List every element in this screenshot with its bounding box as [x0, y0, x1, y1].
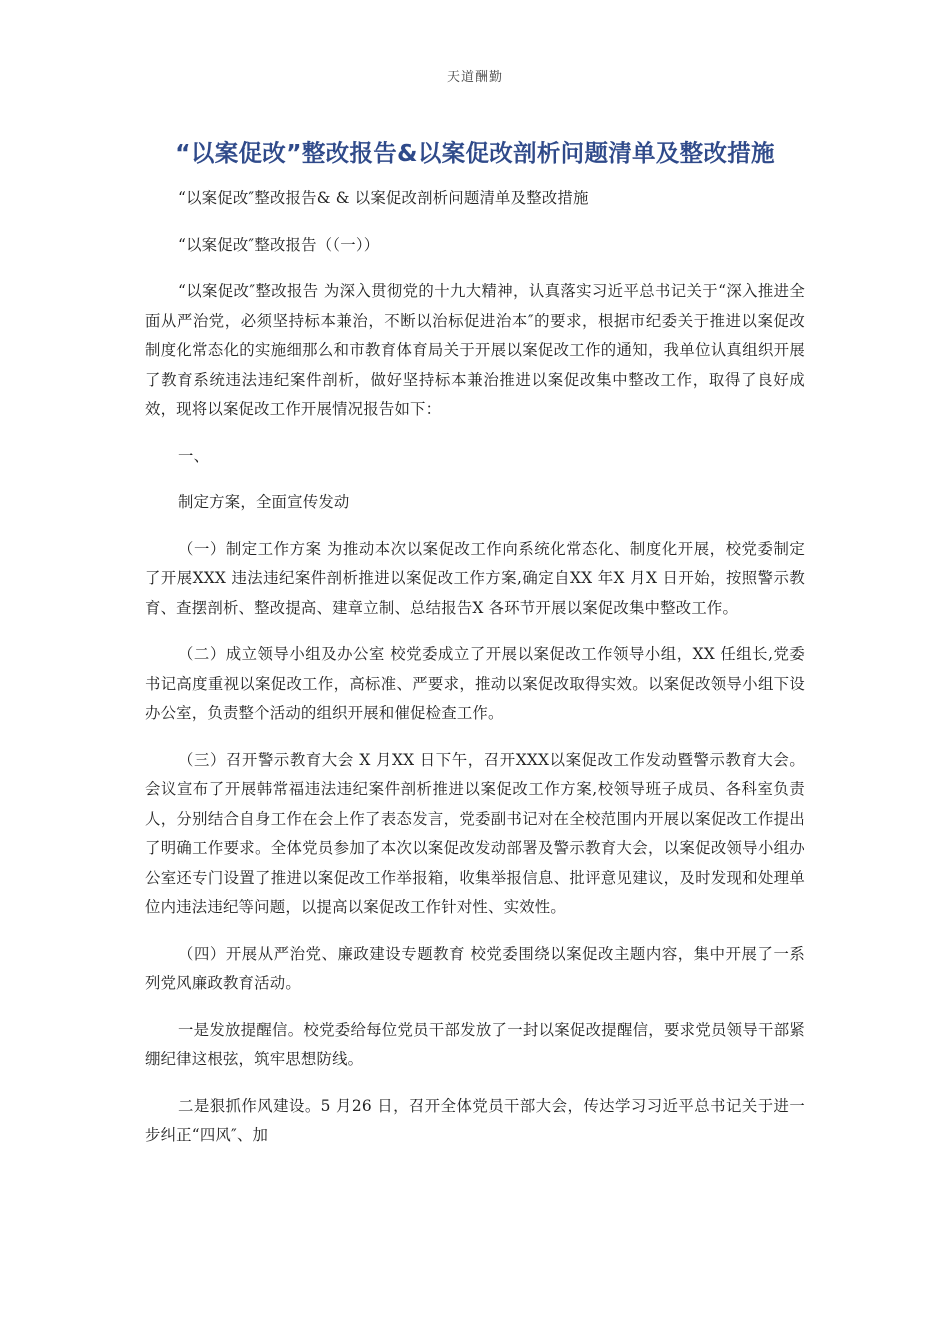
paragraph: “以案促改″整改报告 为深入贯彻党的十九大精神，认真落实习近平总书记关于“深入推进全面从严治党，必须坚持标本兼治，不断以治标促进治本″的要求，根据市纪委关于推进以案促改制度化常态化的实施细那么和市教育体育局关于开展以案促改工作的通知，我单位认真组织开展了教育系统违法违纪案件剖析，做好坚持标本兼治推进以案促改集中整改工作，取得了良好成效，现将以案促改工作开展情况报告如下： — [145, 282, 805, 418]
section-number: 一、 — [178, 446, 210, 465]
document-body — [145, 184, 805, 1168]
paragraph: “以案促改″整改报告& & 以案促改剖析问题清单及整改措施 — [178, 189, 589, 207]
paragraph: （四）开展从严治党、廉政建设专题教育 校党委围绕以案促改主题内容，集中开展了一系列党风廉政教育活动。 — [145, 944, 805, 992]
paragraph: 一是发放提醒信。校党委给每位党员干部发放了一封以案促改提醒信，要求党员领导干部紧绷纪律这根弦，筑牢思想防线。 — [145, 1020, 805, 1068]
paragraph: （一）制定工作方案 为推动本次以案促改工作向系统化常态化、制度化开展，校党委制定了开展XXX 违法违纪案件剖析推进以案促改工作方案,确定自XX 年X 月X 日开始，按照警示教育、查摆剖析、整改提高、建章立制、总结报告X 各环节开展以案促改集中整改工作。 — [145, 539, 805, 617]
document-title: “以案促改”整改报告&以案促改剖析问题清单及整改措施 — [175, 139, 775, 167]
page-header: 天道酬勤 — [446, 70, 503, 85]
paragraph: （二）成立领导小组及办公室 校党委成立了开展以案促改工作领导小组，XX 任组长,党委书记高度重视以案促改工作，高标准、严要求，推动以案促改取得实效。以案促改领导小组下设办公室，负责整个活动的组织开展和催促检查工作。 — [145, 645, 805, 722]
paragraph: 二是狠抓作风建设。5 月26 日，召开全体党员干部大会，传达学习习近平总书记关于进一步纠正“四风″、加 — [145, 1096, 805, 1144]
paragraph: “以案促改″整改报告（（一）） — [178, 235, 380, 254]
section-heading: 制定方案，全面宣传发动 — [178, 493, 350, 511]
paragraph: （三）召开警示教育大会 X 月XX 日下午，召开XXX以案促改工作发动暨警示教育大会。会议宣布了开展韩常福违法违纪案件剖析推进以案促改工作方案,校领导班子成员、各科室负责人，分别结合自身工作在会上作了表态发言，党委副书记对在全校范围内开展以案促改工作提出了明确工作要求。全体党员参加了本次以案促改发动部署及警示教育大会，以案促改领导小组办公室还专门设置了推进以案促改工作举报箱，收集举报信息、批评意见建议，及时发现和处理单位内违法违纪等问题，以提高以案促改工作针对性、实效性。 — [145, 750, 805, 916]
